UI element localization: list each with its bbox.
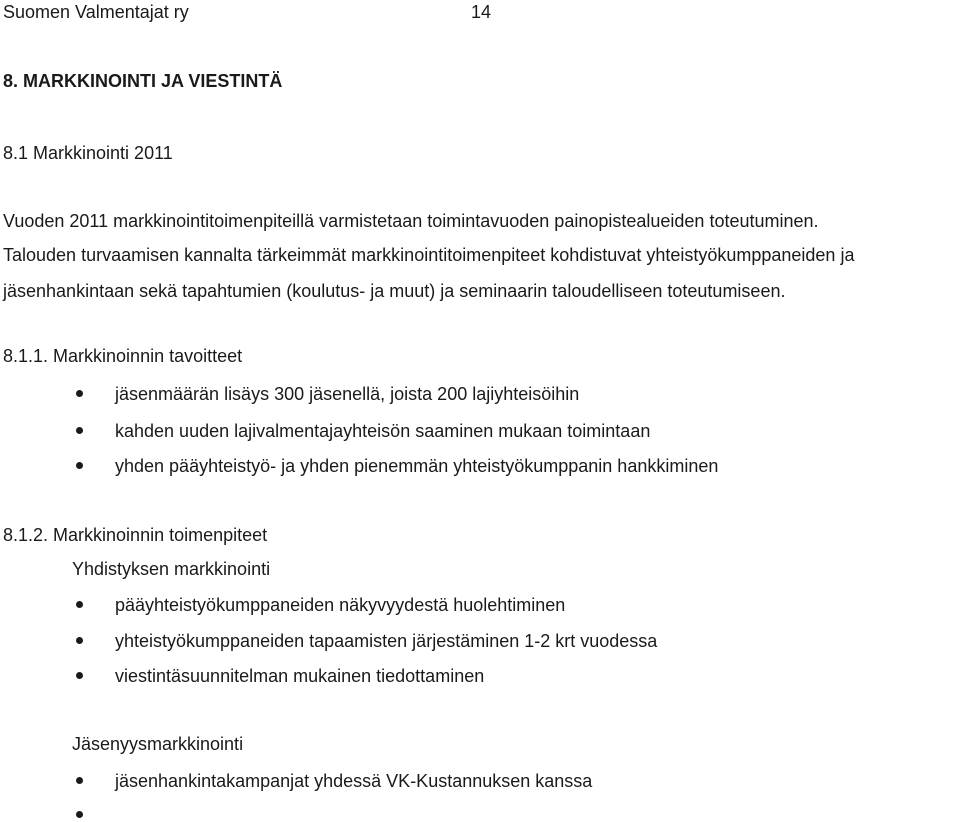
section-heading: 8. MARKKINOINTI JA VIESTINTÄ: [3, 71, 283, 91]
list-item-text: yhden pääyhteistyö- ja yhden pienemmän yhteistyökumppanin hankkiminen: [115, 456, 719, 476]
bullet-icon: [76, 462, 83, 469]
paragraph-line: Vuoden 2011 markkinointitoimenpiteillä varmistetaan toimintavuoden painopistealueiden toteutuminen.: [3, 211, 819, 231]
list-item-text: yhteistyökumppaneiden tapaamisten järjestäminen 1-2 krt vuodessa: [115, 631, 658, 651]
bullet-icon: [76, 601, 83, 608]
measures-heading: 8.1.2. Markkinoinnin toimenpiteet: [3, 525, 268, 545]
list-item-text: jäsenmäärän lisäys 300 jäsenellä, joista 200 lajiyhteisöihin: [115, 384, 580, 404]
bullet-icon: [76, 390, 83, 397]
page-number: 14: [471, 2, 492, 22]
list-item-text: kahden uuden lajivalmentajayhteisön saaminen mukaan toimintaan: [115, 421, 651, 441]
list-item-text: viestintäsuunnitelman mukainen tiedottaminen: [115, 666, 485, 686]
bullet-icon: [76, 777, 83, 784]
list-item-text: pääyhteistyökumppaneiden näkyvyydestä huolehtiminen: [115, 595, 566, 615]
paragraph-line: jäsenhankintaan sekä tapahtumien (koulutus- ja muut) ja seminaarin taloudelliseen toteutumiseen.: [3, 281, 786, 301]
goals-heading: 8.1.1. Markkinoinnin tavoitteet: [3, 346, 243, 366]
list-item-text: jäsenhankintakampanjat yhdessä VK-Kustannuksen kanssa: [115, 771, 593, 791]
bullet-icon: [76, 427, 83, 434]
membership-marketing-title: Jäsenyysmarkkinointi: [72, 734, 244, 754]
bullet-icon: [76, 672, 83, 679]
association-marketing-title: Yhdistyksen markkinointi: [72, 559, 271, 579]
bullet-icon: [76, 811, 83, 818]
paragraph-line: Talouden turvaamisen kannalta tärkeimmät markkinointitoimenpiteet kohdistuvat yhteistyökumppaneiden ja: [3, 245, 855, 265]
bullet-icon: [76, 637, 83, 644]
organization-name: Suomen Valmentajat ry: [3, 2, 189, 22]
subsection-heading: 8.1 Markkinointi 2011: [3, 143, 173, 163]
